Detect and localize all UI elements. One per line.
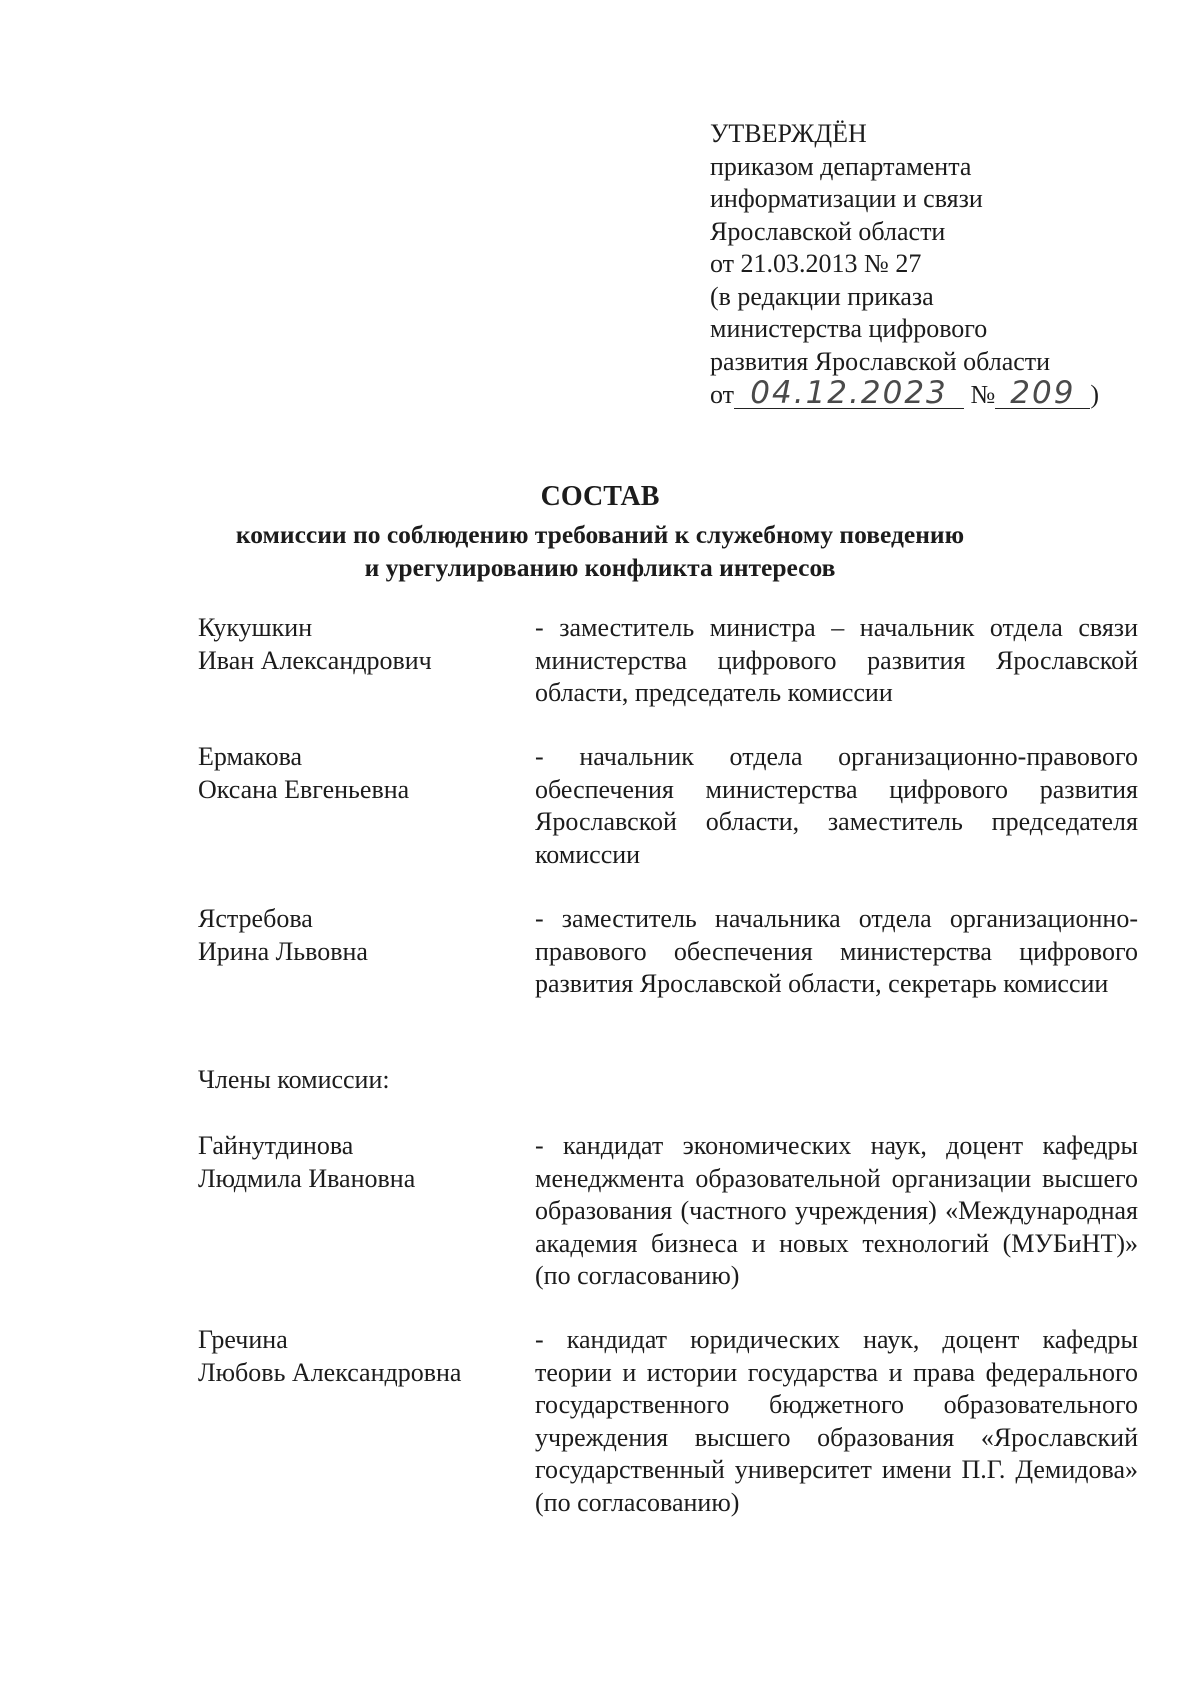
- member-role: - кандидат юридических наук, доцент кафедры теории и истории государства и права федерального государственного бюджетного образовательного учреждения высшего образования «Ярославский государственный университет имени П.Г. Демидова» (по согласованию): [535, 1325, 1138, 1517]
- member-given-name: Любовь Александровна: [198, 1357, 462, 1387]
- member-given-name: Оксана Евгеньевна: [198, 774, 410, 804]
- handwritten-date: 04.12.2023: [734, 378, 964, 409]
- document-title: СОСТАВ: [540, 481, 660, 512]
- approval-line: УТВЕРЖДЁН: [710, 119, 867, 148]
- member-given-name: Людмила Ивановна: [198, 1163, 416, 1193]
- member-surname: Гречина: [198, 1325, 288, 1354]
- approval-line: информатизации и связи: [710, 184, 983, 213]
- member-name: [198, 1130, 518, 1195]
- member-surname: Гайнутдинова: [198, 1131, 354, 1160]
- member-name: [198, 612, 518, 677]
- member-role: - начальник отдела организационно-правового обеспечения министерства цифрового развития Ярославской области, заместитель председателя комиссии: [535, 742, 1138, 869]
- member-name: [198, 1324, 518, 1389]
- approval-line: развития Ярославской области: [710, 346, 1051, 376]
- document-subtitle-line2: и урегулированию конфликта интересов: [364, 553, 836, 582]
- member-given-name: Ирина Львовна: [198, 936, 368, 966]
- members-heading: Члены комиссии:: [198, 1065, 390, 1094]
- member-given-name: Иван Александрович: [198, 645, 432, 675]
- approval-line: от 21.03.2013 № 27: [710, 249, 922, 278]
- member-surname: Ястребова: [198, 904, 313, 933]
- closing-paren: ): [1090, 380, 1100, 409]
- handwritten-number: 209: [995, 378, 1090, 409]
- approval-line: министерства цифрового: [710, 314, 988, 343]
- member-surname: Ермакова: [198, 742, 303, 771]
- amendment-date-line: [710, 375, 1150, 412]
- date-prefix: от: [710, 380, 735, 409]
- member-role: - заместитель министра – начальник отдела связи министерства цифрового развития Ярославской области, председатель комиссии: [535, 613, 1138, 707]
- member-role: - заместитель начальника отдела организационно-правового обеспечения министерства цифрового развития Ярославской области, секретарь комиссии: [535, 904, 1138, 998]
- approval-line: Ярославской области: [710, 216, 946, 246]
- approval-line: (в редакции приказа: [710, 281, 934, 311]
- member-name: [198, 741, 518, 806]
- approval-stamp-block: [710, 118, 1150, 412]
- member-name: [198, 903, 518, 968]
- approval-line: приказом департамента: [710, 151, 972, 181]
- number-sign: №: [970, 380, 996, 409]
- member-surname: Кукушкин: [198, 613, 313, 642]
- document-subtitle-line1: комиссии по соблюдению требований к служебному поведению: [235, 520, 965, 549]
- member-role: - кандидат экономических наук, доцент кафедры менеджмента образовательной организации высшего образования (частного учреждения) «Международная академия бизнеса и новых технологий (МУБиНТ)» (по согласованию): [535, 1131, 1138, 1290]
